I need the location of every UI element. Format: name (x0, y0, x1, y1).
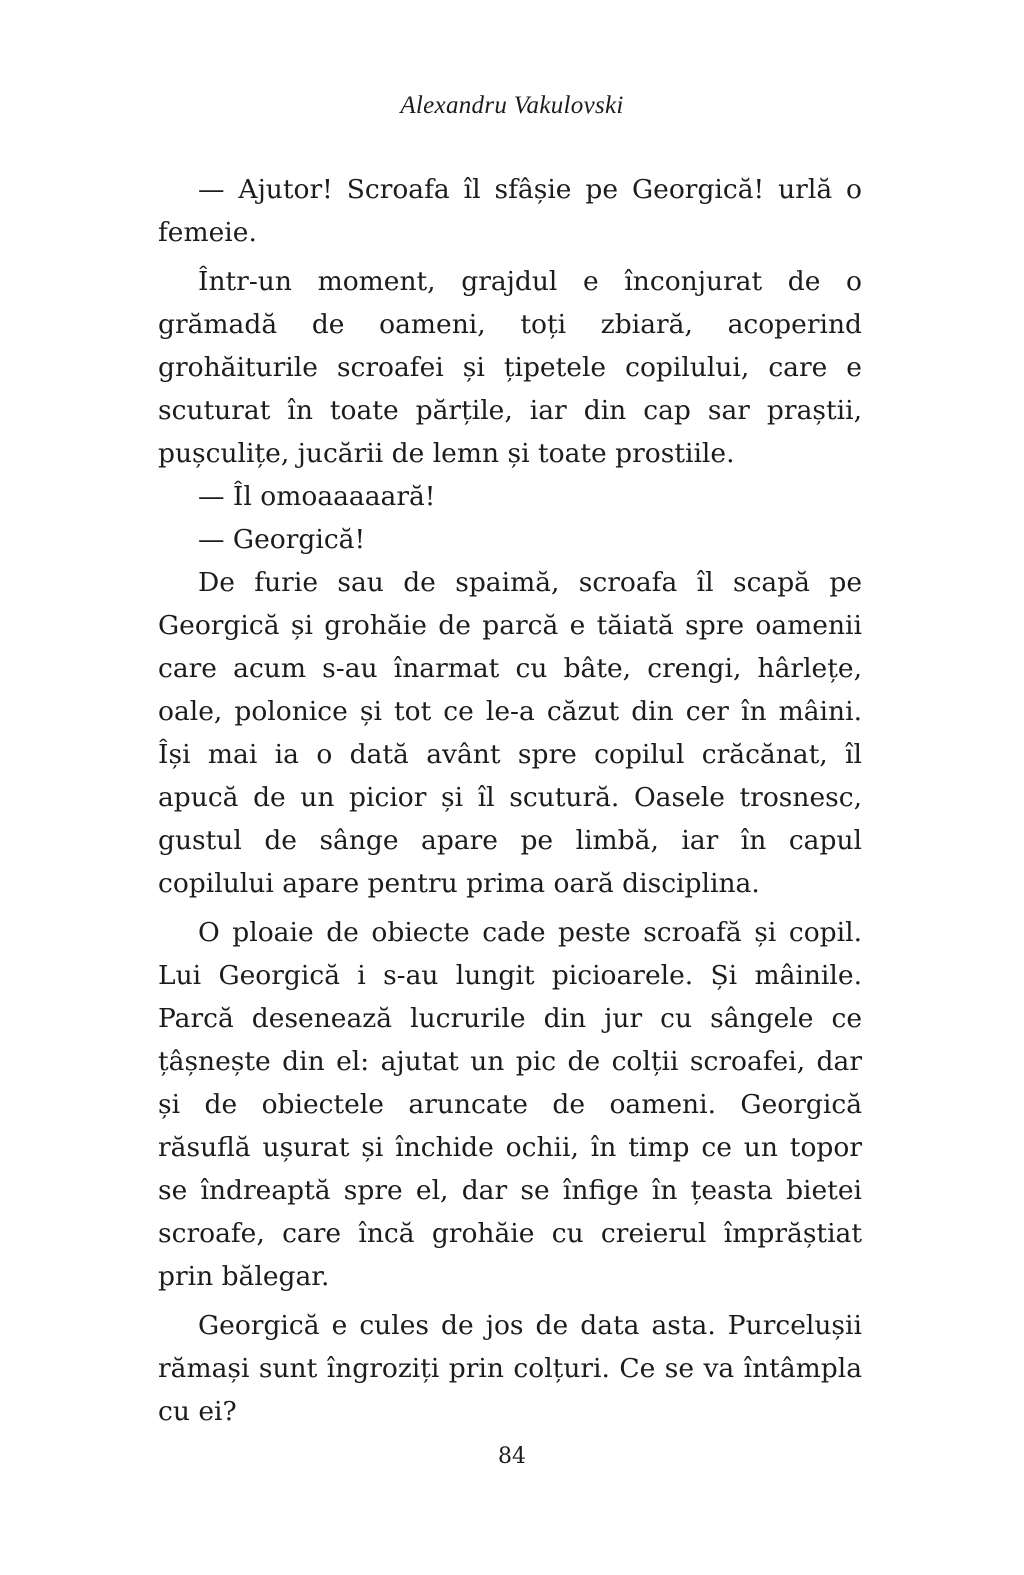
body-text (158, 168, 862, 1433)
paragraph: Într-un moment, grajdul e înconjurat de o grămadă de oameni, toți zbiară, acoperind grohăiturile scroafei și țipetele copilului, care e scuturat în toate părțile, iar din cap sar praștii, pușculițe, jucării de lemn și toate prostiile. (158, 266, 862, 469)
paragraph: De furie sau de spaimă, scroafa îl scapă pe Georgică și grohăie de parcă e tăiată spre oamenii care acum s-au înarmat cu bâte, crengi, hârlețe, oale, polonice și tot ce le-a căzut din cer în mâini. Își mai ia o dată avânt spre copilul crăcănat, îl apucă de un picior și îl scutură. Oasele trosnesc, gustul de sânge apare pe limbă, iar în capul copilului apare pentru prima oară disciplina. (158, 567, 862, 899)
dialogue-line: — Georgică! (198, 524, 366, 555)
page-number: 84 (498, 1444, 526, 1469)
paragraph: O ploaie de obiecte cade peste scroafă și copil. Lui Georgică i s-au lungit picioarele. Și mâinile. Parcă desenează lucrurile din jur cu sângele ce țâșnește din el: ajutat un pic de colții scroafei, dar și de obiectele aruncate de oameni. Georgică răsuflă ușurat și închide ochii, în timp ce un topor se îndreaptă spre el, dar se înfige în țeasta bietei scroafe, care încă grohăie cu creierul împrăștiat prin bălegar. (158, 917, 862, 1292)
paragraph: Georgică e cules de jos de data asta. Purcelușii rămași sunt îngroziți prin colțuri. Ce se va întâmpla cu ei? (158, 1310, 862, 1427)
running-head-author: Alexandru Vakulovski (400, 92, 624, 119)
paragraph: — Ajutor! Scroafa îl sfâșie pe Georgică! urlă o femeie. (158, 174, 862, 248)
dialogue-line: — Îl omoaaaaară! (198, 481, 436, 512)
